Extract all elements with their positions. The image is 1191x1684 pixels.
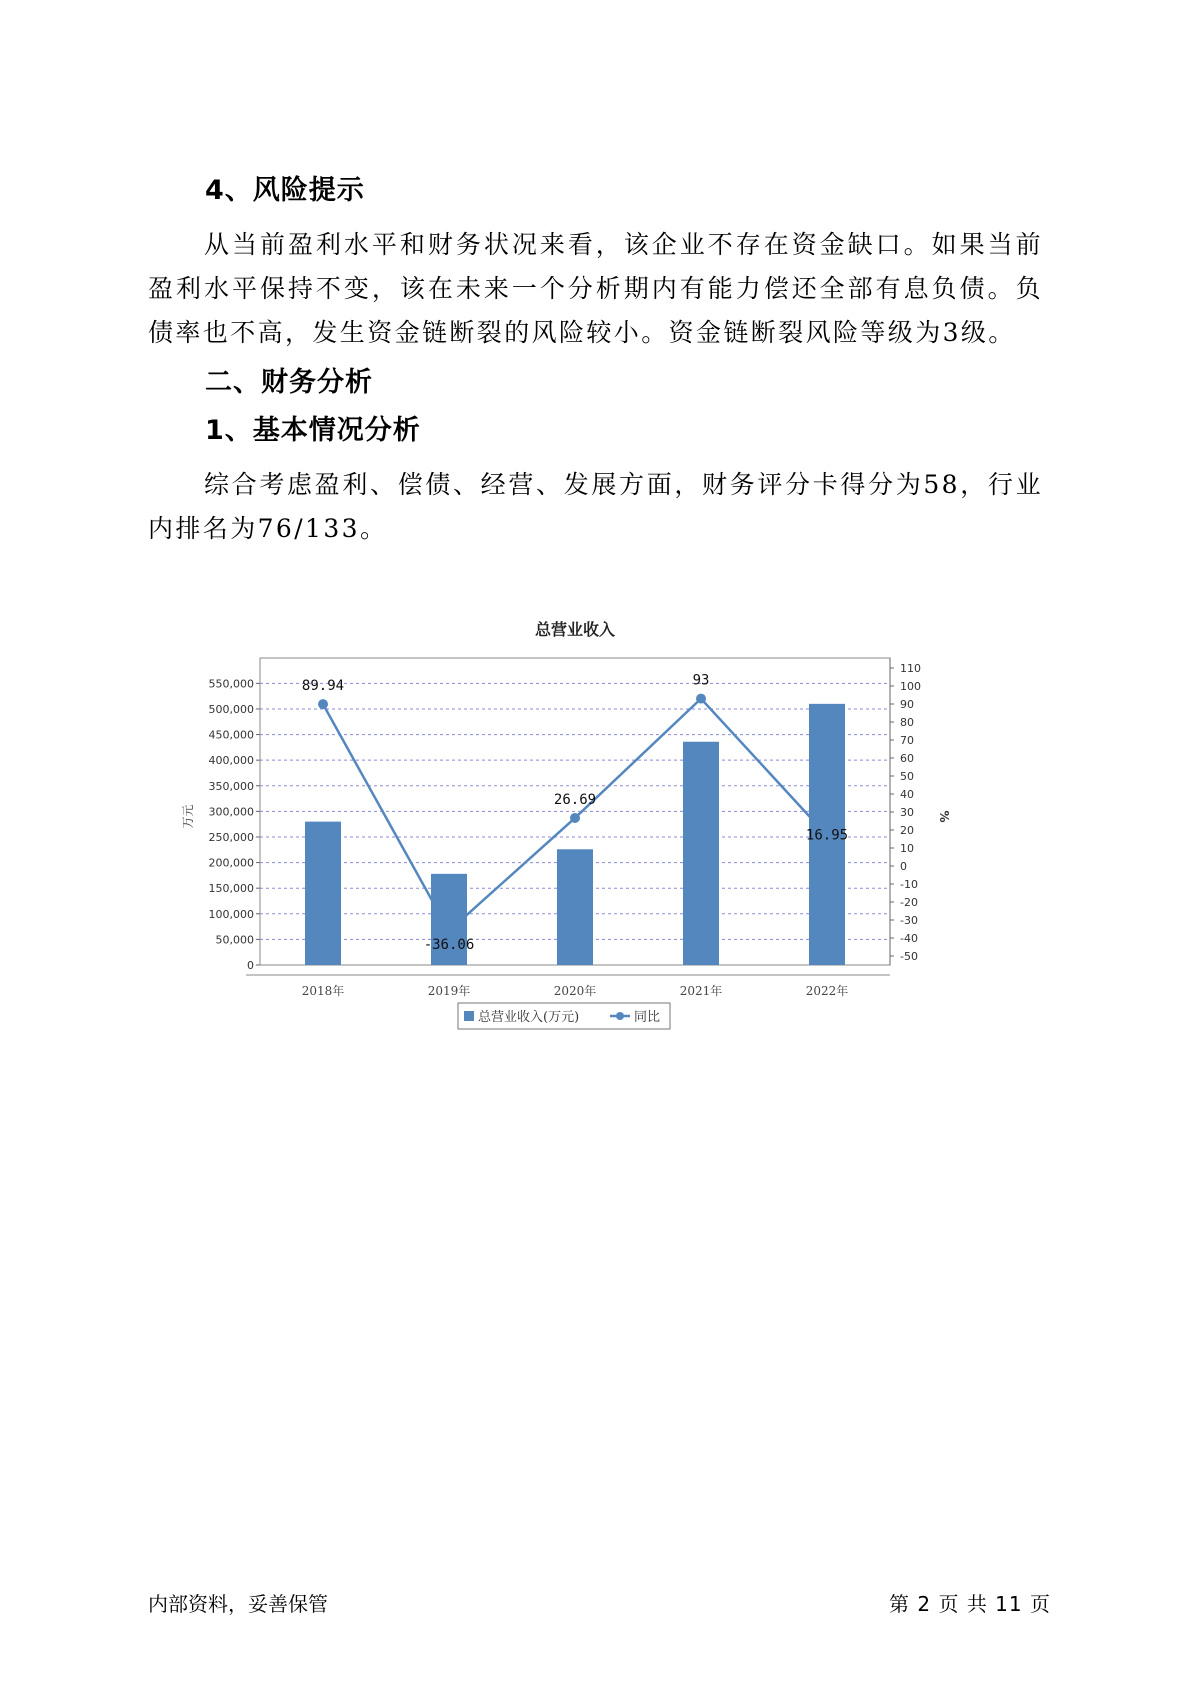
- y-right-tick-label: 40: [900, 788, 914, 801]
- x-tick-label: 2020年: [553, 984, 597, 998]
- yoy-point: [444, 926, 454, 936]
- y-tick-label: 150,000: [208, 882, 254, 896]
- y-right-tick-label: 90: [900, 698, 914, 711]
- y-right-tick-label: 20: [900, 824, 914, 837]
- y-tick-label: 500,000: [208, 702, 254, 716]
- y-right-tick-label: -20: [900, 896, 918, 909]
- y-tick-label: 550,000: [208, 677, 254, 691]
- y-tick-label: 250,000: [208, 830, 254, 844]
- legend-line-marker: [616, 1012, 624, 1020]
- section-heading-risk: 4、风险提示: [205, 175, 365, 206]
- y-right-tick-label: -10: [900, 878, 918, 891]
- y-right-axis-title: %: [937, 810, 951, 823]
- y-axis-title: 万元: [181, 804, 195, 829]
- y-right-tick-label: -30: [900, 914, 918, 927]
- yoy-point: [570, 813, 580, 823]
- revenue-chart-svg: [180, 615, 960, 1075]
- yoy-point: [696, 694, 706, 704]
- y-right-tick-label: 50: [900, 770, 914, 783]
- y-right-tick-label: 30: [900, 806, 914, 819]
- y-right-tick-label: 10: [900, 842, 914, 855]
- y-tick-label: 350,000: [208, 779, 254, 793]
- y-right-tick-label: 70: [900, 734, 914, 747]
- revenue-chart: [180, 615, 960, 1075]
- bar-2020年: [557, 849, 593, 965]
- y-tick-label: 0: [247, 959, 254, 972]
- yoy-data-label: 89.94: [301, 678, 345, 695]
- x-tick-label: 2021年: [679, 984, 723, 998]
- yoy-data-label: 93: [692, 672, 710, 689]
- bar-2018年: [305, 822, 341, 965]
- y-tick-label: 300,000: [208, 805, 254, 819]
- legend-bar-label: 总营业收入(万元): [478, 1010, 580, 1025]
- y-right-tick-label: 60: [900, 752, 914, 765]
- bar-2021年: [683, 742, 719, 965]
- yoy-data-label: -36.06: [423, 936, 475, 953]
- y-right-tick-label: 80: [900, 716, 914, 729]
- part-heading-financial-analysis: 二、财务分析: [205, 367, 373, 398]
- legend-line-label: 同比: [634, 1010, 661, 1025]
- risk-paragraph: 从当前盈利水平和财务状况来看，该企业不存在资金缺口。如果当前盈利水平保持不变，该在未来一个分析期内有能力偿还全部有息负债。负债率也不高，发生资金链断裂的风险较小。资金链断裂风险等级为3级。: [148, 230, 1043, 347]
- legend-bar-swatch: [464, 1011, 474, 1021]
- y-tick-label: 200,000: [208, 856, 254, 870]
- y-tick-label: 400,000: [208, 754, 254, 768]
- y-right-tick-label: -40: [900, 932, 918, 945]
- y-tick-label: 450,000: [208, 728, 254, 742]
- basic-analysis-paragraph: 综合考虑盈利、偿债、经营、发展方面，财务评分卡得分为58，行业内排名为76/133。: [148, 470, 1043, 543]
- yoy-point: [318, 699, 328, 709]
- y-right-tick-label: 0: [900, 860, 907, 873]
- footer-confidential-note: 内部资料，妥善保管: [148, 1592, 328, 1616]
- footer-page-number: 第 2 页 共 11 页: [889, 1592, 1051, 1616]
- y-right-tick-label: -50: [900, 950, 918, 963]
- x-tick-label: 2018年: [301, 984, 345, 998]
- y-right-tick-label: 100: [900, 680, 921, 693]
- y-right-tick-label: 110: [900, 662, 921, 675]
- x-tick-label: 2022年: [805, 984, 849, 998]
- y-tick-label: 50,000: [215, 933, 254, 947]
- x-tick-label: 2019年: [427, 984, 471, 998]
- yoy-data-label: 26.69: [553, 791, 597, 808]
- chart-title: 总营业收入: [534, 620, 616, 639]
- section-heading-basic-analysis: 1、基本情况分析: [205, 415, 421, 446]
- y-tick-label: 100,000: [208, 907, 254, 921]
- yoy-data-label: 16.95: [805, 827, 849, 844]
